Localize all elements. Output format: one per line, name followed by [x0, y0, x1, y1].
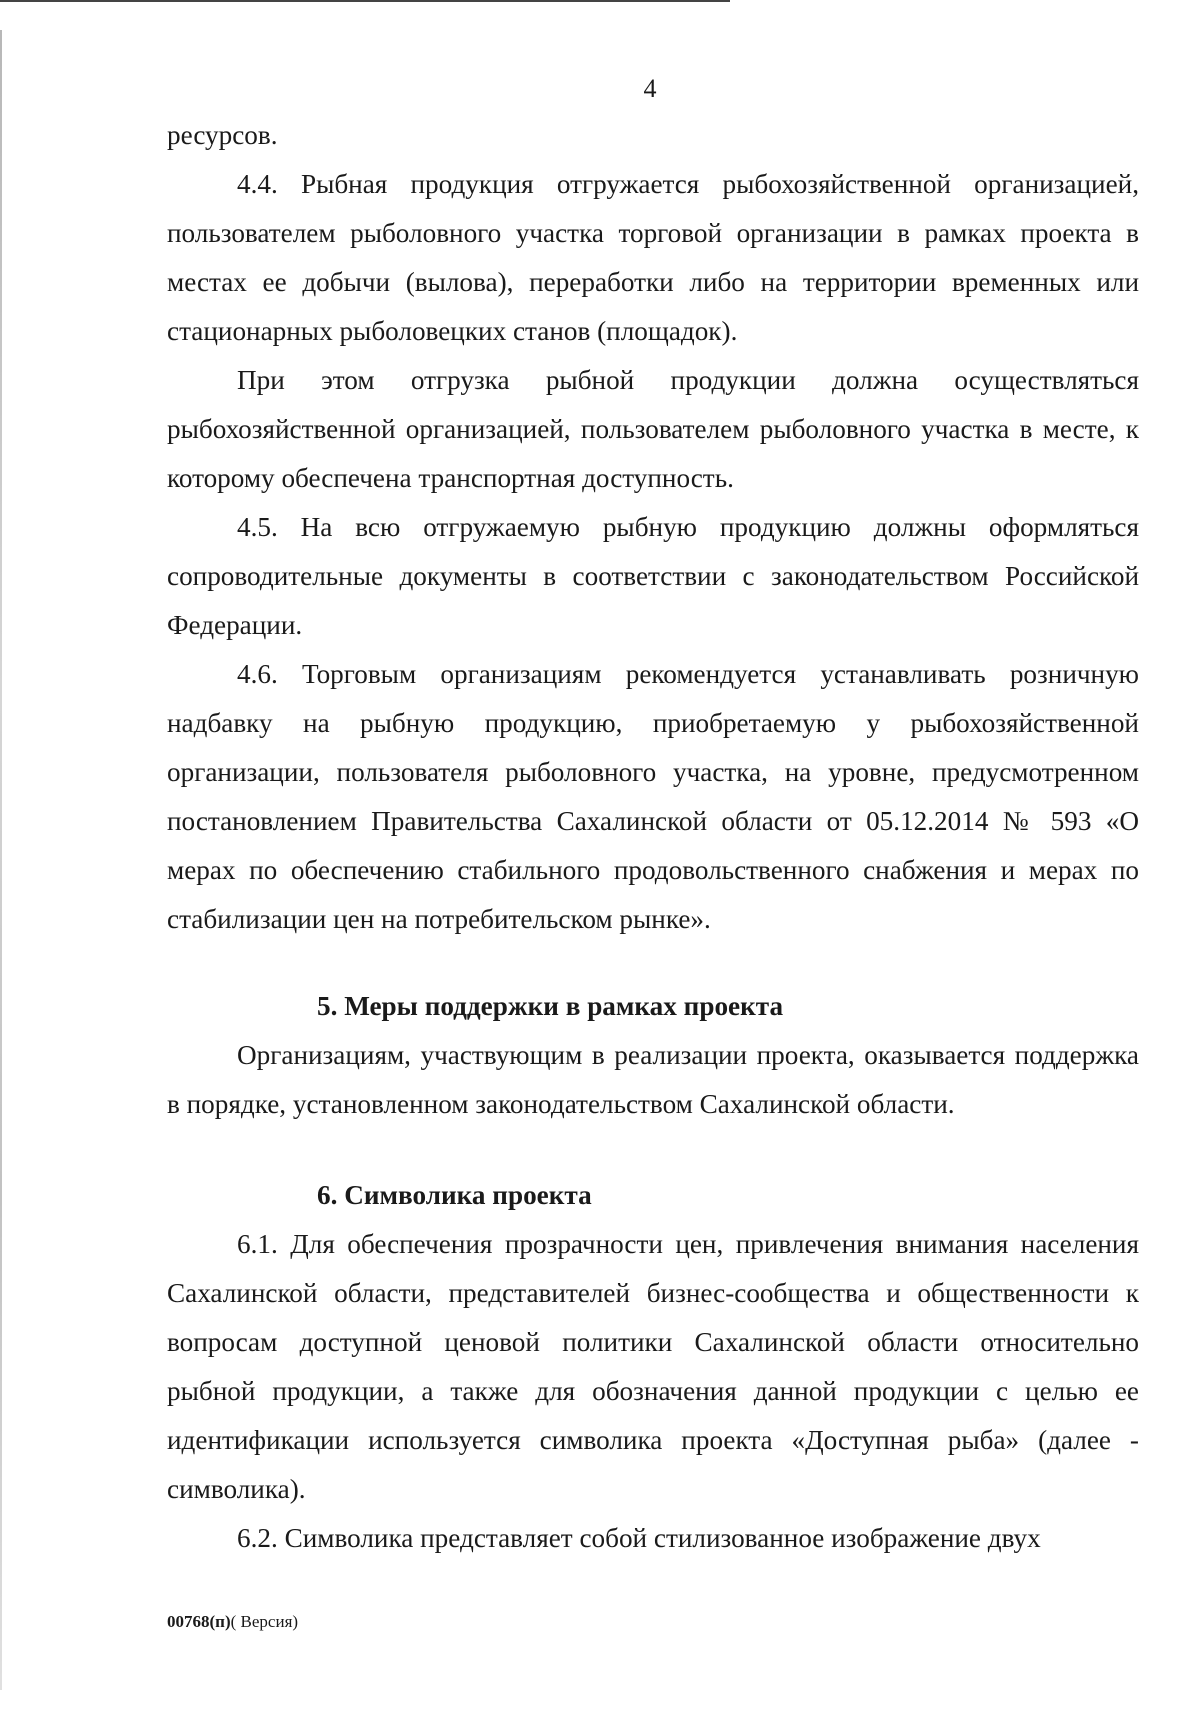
section-6-heading: 6. Символика проекта [317, 1180, 592, 1210]
paragraph-6-1: 6.1. Для обеспечения прозрачности цен, привлечения внимания населения Сахалинской области, представителей бизнес-сообщества и общественности к вопросам доступной ценовой политики Сахалинской области относительно рыбной продукции, а также для обозначения данной продукции с целью ее идентификации используется символика проекта «Доступная рыба» (далее - символика). [167, 1229, 1139, 1504]
spacer [167, 1129, 1139, 1171]
paragraph-continuation: ресурсов. [167, 120, 278, 150]
paragraph-6-2: 6.2. Символика представляет собой стилизованное изображение двух [237, 1523, 1041, 1553]
paragraph-4-4: 4.4. Рыбная продукция отгружается рыбохозяйственной организацией, пользователем рыболовного участка торговой организации в рамках проекта в местах ее добычи (вылова), переработки либо на территории временных или стационарных рыболовецких станов (площадок). [167, 169, 1139, 346]
paragraph-4-5: 4.5. На всю отгружаемую рыбную продукцию должны оформляться сопроводительные документы в соответствии с законодательством Российской Федерации. [167, 512, 1139, 640]
section-5-heading: 5. Меры поддержки в рамках проекта [317, 991, 784, 1021]
paragraph-4-6: 4.6. Торговым организациям рекомендуется устанавливать розничную надбавку на рыбную продукцию, приобретаемую у рыбохозяйственной организации, пользователя рыболовного участка, на уровне, предусмотренном постановлением Правительства Сахалинской области от 05.12.2014 № 593 «О мерах по обеспечению стабильного продовольственного снабжения и мерах по стабилизации цен на потребительском рынке». [167, 659, 1139, 934]
page-number: 4 [643, 74, 657, 103]
section-5-paragraph: Организациям, участвующим в реализации проекта, оказывается поддержка в порядке, установленном законодательством Сахалинской области. [167, 1040, 1139, 1119]
document-code: 00768(п) [167, 1612, 231, 1631]
document-version: ( Версия) [230, 1612, 299, 1631]
paragraph-4-4-shipment: При этом отгрузка рыбной продукции должна осуществляться рыбохозяйственной организацией, пользователем рыболовного участка в месте, к которому обеспечена транспортная доступность. [167, 365, 1139, 493]
document-body [167, 111, 1139, 1563]
top-scan-border [0, 0, 730, 2]
document-footer [167, 1612, 298, 1632]
left-scan-edge [0, 30, 2, 1690]
spacer [167, 944, 1139, 982]
